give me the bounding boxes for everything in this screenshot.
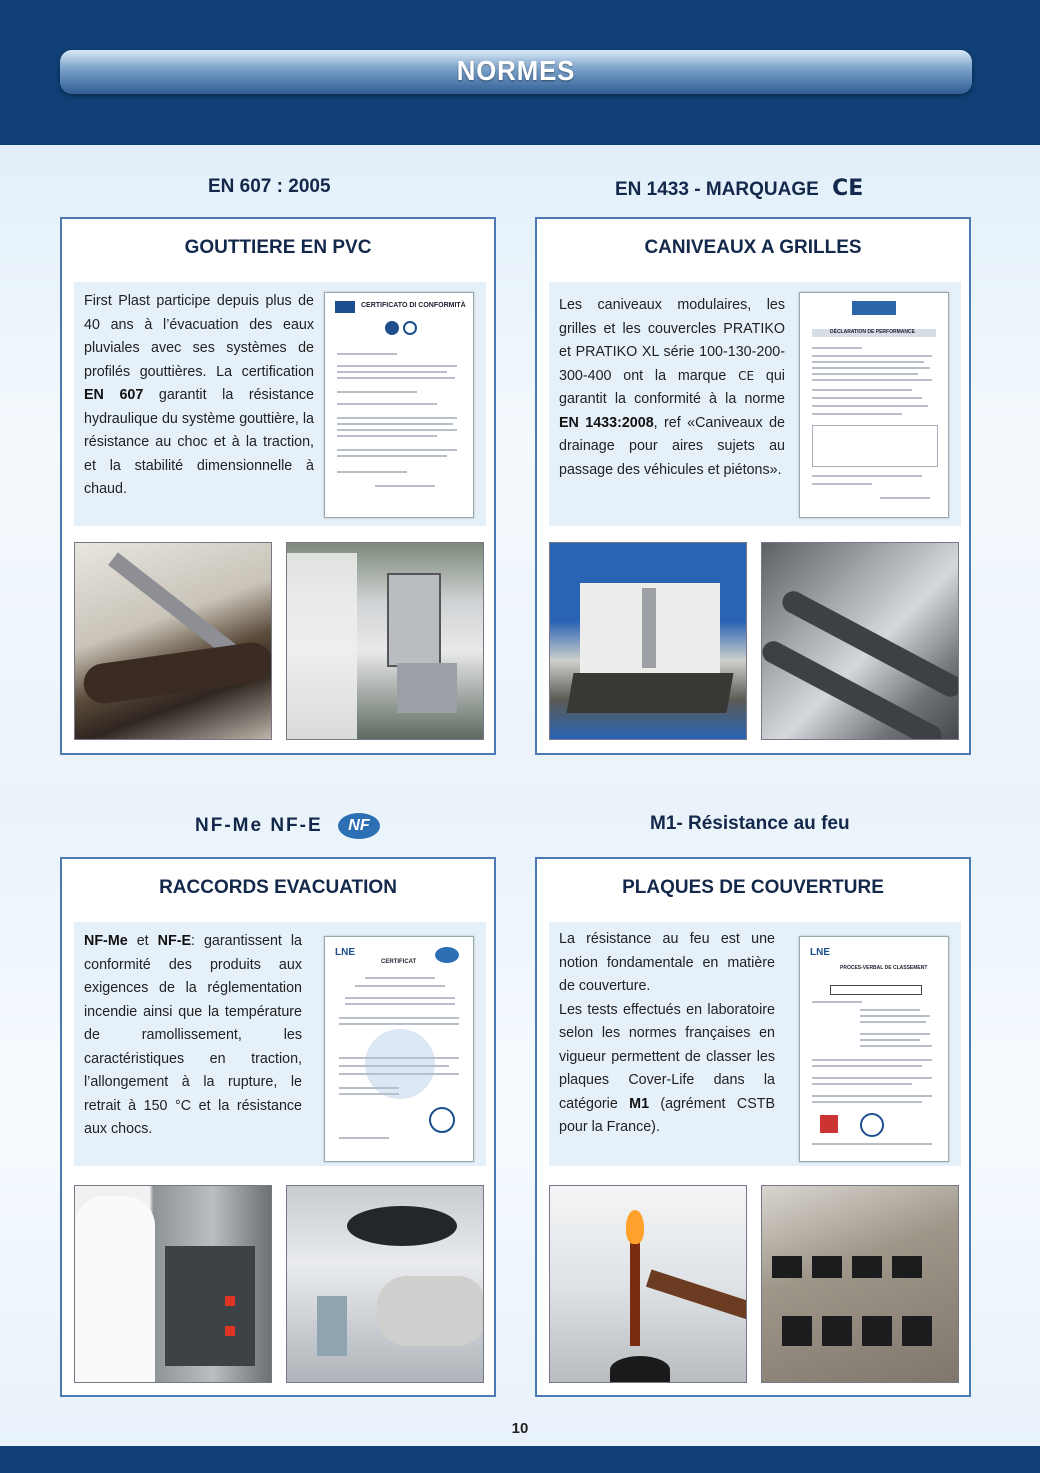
paragraph-gouttiere-part: garantit la résistance hydraulique du système gouttière, la résistance au choc et à la traction, et la stabilité dimensionnelle à chaud. [84,387,315,497]
section-heading-en1433 [615,176,863,201]
paragraph-caniveaux-part: qui garantit la conformité à la norme [559,367,785,407]
certificate-title: CERTIFICAT [381,959,417,965]
panel-gouttiere [60,217,496,755]
section-heading-en1433-text: EN 1433 - MARQUAGE [615,179,819,200]
panel-text-box [74,922,486,1166]
section-heading-nf [195,813,380,839]
paragraph-plaques-part: (agrément CSTB pour la France). [559,1095,775,1135]
paragraph-raccords [84,930,302,1142]
paragraph-raccords-part: et [127,933,158,949]
lne-logo-icon: LNE [810,947,830,958]
nf-logo-icon: NF [338,813,380,839]
photo-oven-test [74,1185,272,1383]
panel-title-gouttiere: GOUTTIERE EN PVC [184,237,372,258]
paragraph-gouttiere-part: First Plast participe depuis plus de 40 ans à l’évacuation des eaux pluviales avec ses systèmes de profilés gouttières. La certification [84,293,314,380]
photo-grating-marking [761,542,959,740]
paragraph-gouttiere-bold: EN 607 [84,387,144,403]
photo-gutter-test [74,542,272,740]
panel-raccords [60,857,496,1397]
photo-control-panel [761,1185,959,1383]
panel-title-raccords: RACCORDS EVACUATION [159,877,397,898]
photo-tensile-machine [286,542,484,740]
certificate-title: CERTIFICATO DI CONFORMITÀ [361,302,466,309]
declaration-title: DÉCLARATION DE PERFORMANCE [830,329,915,335]
title-banner [60,50,972,94]
paragraph-caniveaux-bold: EN 1433:2008 [559,414,654,431]
photo-impact-test [286,1185,484,1383]
panel-text-box [74,282,486,526]
declaration-thumbnail [799,292,949,518]
page-title: NORMES [456,55,576,86]
iip-logo-icon [335,301,355,313]
uni-seal-icon [403,321,417,335]
photo-press-test [549,542,747,740]
paragraph-raccords-bold: NF-E [157,933,191,949]
paragraph-gouttiere [84,290,314,502]
panel-caniveaux [535,217,971,755]
panel-plaques [535,857,971,1397]
panel-title-plaques: PLAQUES DE COUVERTURE [622,877,884,898]
lne-seal-icon [860,1113,884,1137]
panel-text-box [549,922,961,1166]
first-logo-icon [852,301,896,315]
ce-mark-icon: CE [738,368,755,383]
paragraph-plaques-bold: M1 [629,1095,650,1112]
photo-fire-test [549,1185,747,1383]
paragraph-plaques-part: La résistance au feu est une notion fondamentale en matière de couverture. [559,931,775,994]
lne-seal-icon [429,1107,455,1133]
panel-title-caniveaux: CANIVEAUX A GRILLES [644,237,862,258]
nf-logo-icon [435,947,459,963]
paragraph-plaques [559,928,775,1140]
paragraph-raccords-part: : garantissent la conformité des produits aux exigences de la réglementation incendie ainsi que la température de ramollissement, les caractéristiques en traction, l’allongement à la rupture, le retrait à 150 °C et la résistance aux chocs. [84,933,303,1137]
paragraph-caniveaux-part: , ref «Caniveaux de drainage pour aires sujets au passage des véhicules et piétons». [559,414,785,478]
section-heading-m1: M1- Résistance au feu [650,813,850,834]
proces-verbal-title: PROCES-VERBAL DE CLASSEMENT [840,965,928,971]
section-heading-en607: EN 607 : 2005 [208,176,331,197]
page-number: 10 [511,1420,529,1437]
proces-verbal-thumbnail [799,936,949,1162]
paragraph-caniveaux-part: Les caniveaux modulaires, les grilles et les couvercles PRATIKO et PRATIKO XL série 100-130-200-300-400 ont la marque [559,297,785,384]
certificate-thumbnail [324,936,474,1162]
panel-text-box [549,282,961,526]
iip-seal-icon [385,321,399,335]
flag-icon [820,1115,838,1133]
section-heading-nf-text: NF-Me NF-E [195,815,323,837]
paragraph-plaques-part: Les tests effectués en laboratoire selon les normes françaises en vigueur permettent de classer les plaques Cover-Life dans la catégorie [559,1001,775,1112]
paragraph-raccords-bold: NF-Me [84,933,128,949]
ce-mark-icon: CE [832,176,864,201]
footer-band [0,1446,1040,1473]
lne-logo-icon: LNE [335,947,355,958]
certificate-thumbnail [324,292,474,518]
paragraph-caniveaux [559,294,785,482]
